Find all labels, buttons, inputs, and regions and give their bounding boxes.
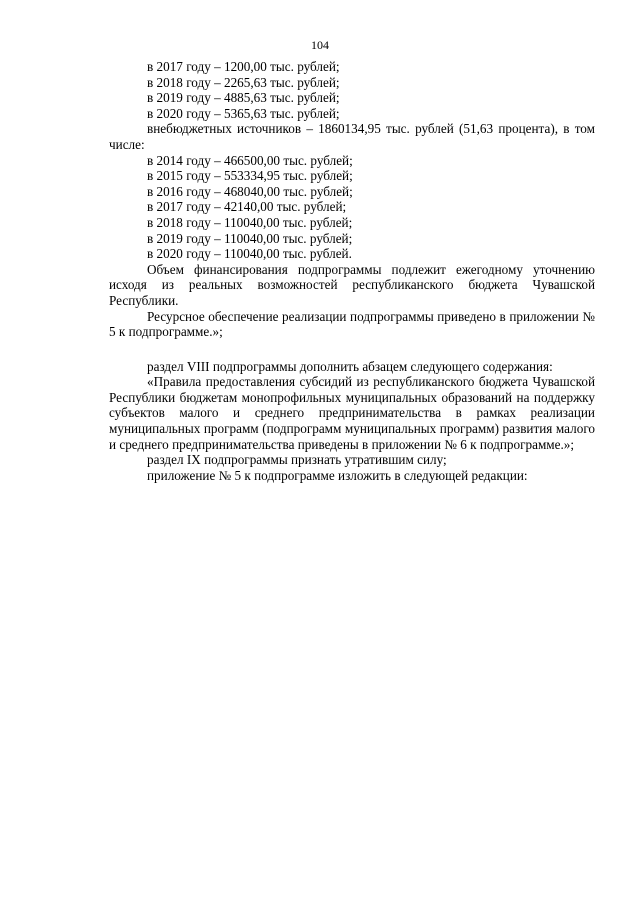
appendix-line: приложение № 5 к подпрограмме изложить в следующей редакции: — [147, 467, 528, 483]
funding-year-line: в 2017 году – 1200,00 тыс. рублей; — [147, 59, 340, 74]
funding-year-line: в 2018 году – 2265,63 тыс. рублей; — [147, 74, 340, 90]
extrabudget-year-line: в 2020 году – 110040,00 тыс. рублей. — [147, 246, 352, 262]
document-body — [109, 59, 595, 483]
section-8-line: раздел VIII подпрограммы дополнить абзацем следующего содержания: — [147, 358, 553, 374]
extrabudget-year-line: в 2017 году – 42140,00 тыс. рублей; — [147, 199, 347, 215]
extrabudget-year-line: в 2019 году – 110040,00 тыс. рублей; — [147, 230, 353, 246]
extrabudget-year-line: в 2014 году – 466500,00 тыс. рублей; — [147, 152, 353, 168]
section-9-line: раздел IX подпрограммы признать утратившим силу; — [147, 452, 447, 468]
extrabudget-year-line: в 2015 году – 553334,95 тыс. рублей; — [147, 168, 353, 184]
extrabudget-year-line: в 2018 году – 110040,00 тыс. рублей; — [147, 214, 353, 230]
resource-paragraph: Ресурсное обеспечение реализации подпрограммы приведено в приложении № 5 к подпрограмме.»; — [109, 308, 595, 340]
funding-year-line: в 2019 году – 4885,63 тыс. рублей; — [147, 90, 340, 106]
paragraph-gap — [109, 340, 595, 359]
financing-paragraph: Объем финансирования подпрограммы подлежит ежегодному уточнению исходя из реальных возможностей республиканского бюджета Чувашской Республики. — [109, 261, 595, 308]
rules-paragraph: «Правила предоставления субсидий из республиканского бюджета Чувашской Республики бюджетам монопрофильных муниципальных образований на поддержку субъектов малого и среднего предпринимательства в рамках реализации муниципальных программ (подпрограмм муниципальных программ) развития малого и среднего предпринимательства приведены в приложении № 6 к подпрограмме.»; — [109, 374, 595, 452]
page-number: 104 — [311, 38, 329, 52]
extrabudget-paragraph: внебюджетных источников – 1860134,95 тыс. рублей (51,63 процента), в том числе: — [109, 121, 595, 152]
funding-year-line: в 2020 году – 5365,63 тыс. рублей; — [147, 105, 340, 121]
extrabudget-year-line: в 2016 году – 468040,00 тыс. рублей; — [147, 183, 353, 199]
